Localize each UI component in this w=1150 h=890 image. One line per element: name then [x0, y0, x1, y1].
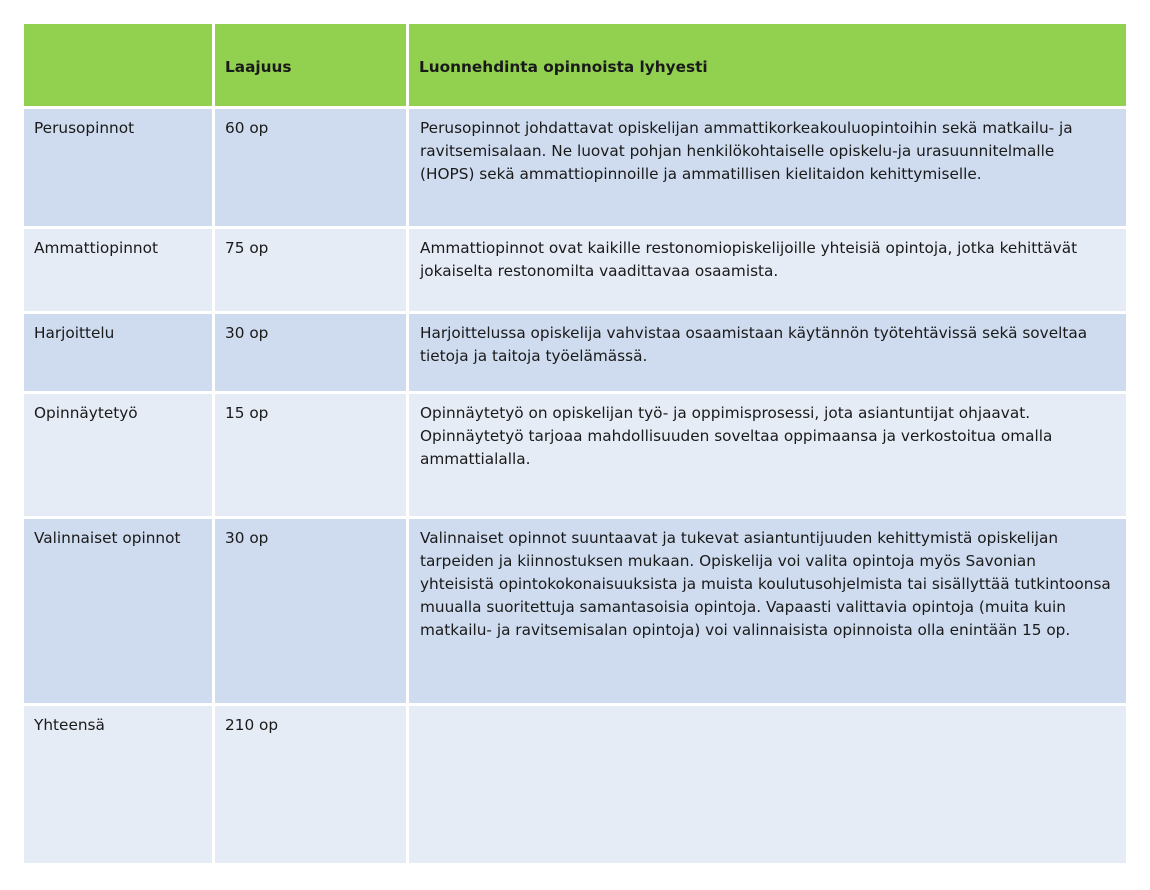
credits-cell: 30 op	[215, 519, 409, 706]
study-name-cell: Valinnaiset opinnot	[24, 519, 215, 706]
credits-cell: 75 op	[215, 229, 409, 314]
study-credits-table	[24, 24, 1126, 866]
study-name-cell: Perusopinnot	[24, 109, 215, 229]
study-name-cell: Harjoittelu	[24, 314, 215, 394]
credits-cell: 15 op	[215, 394, 409, 519]
description-cell: Harjoittelussa opiskelija vahvistaa osaamistaan käytännön työtehtävissä sekä soveltaa tietoja ja taitoja työelämässä.	[409, 314, 1126, 394]
total-description-cell	[409, 706, 1126, 866]
study-name-cell: Opinnäytetyö	[24, 394, 215, 519]
credits-cell: 30 op	[215, 314, 409, 394]
description-cell: Perusopinnot johdattavat opiskelijan ammattikorkeakouluopintoihin sekä matkailu- ja ravitsemisalaan. Ne luovat pohjan henkilökohtaiselle opiskelu-ja urasuunnitelmalle (HOPS) sekä ammattiopinnoille ja ammatillisen kielitaidon kehittymiselle.	[409, 109, 1126, 229]
description-cell: Ammattiopinnot ovat kaikille restonomiopiskelijoille yhteisiä opintoja, jotka kehittävät jokaiselta restonomilta vaadittavaa osaamista.	[409, 229, 1126, 314]
header-cell-credits: Laajuus	[215, 24, 409, 109]
description-cell: Opinnäytetyö on opiskelijan työ- ja oppimisprosessi, jota asiantuntijat ohjaavat. Opinnäytetyö tarjoaa mahdollisuuden soveltaa oppimaansa ja verkostoitua omalla ammattialalla.	[409, 394, 1126, 519]
header-cell-description: Luonnehdinta opinnoista lyhyesti	[409, 24, 1126, 109]
total-label-cell: Yhteensä	[24, 706, 215, 866]
credits-cell: 60 op	[215, 109, 409, 229]
study-name-cell: Ammattiopinnot	[24, 229, 215, 314]
total-credits-cell: 210 op	[215, 706, 409, 866]
header-cell-empty	[24, 24, 215, 109]
description-cell: Valinnaiset opinnot suuntaavat ja tukevat asiantuntijuuden kehittymistä opiskelijan tarpeiden ja kiinnostuksen mukaan. Opiskelija voi valita opintoja myös Savonian yhteisistä opintokokonaisuuksista ja muista koulutusohjelmista tai sisällyttää tutkintoonsa muualla suoritettuja samantasoisia opintoja. Vapaasti valittavia opintoja (muita kuin matkailu- ja ravitsemisalan opintoja) voi valinnaisista opinnoista olla enintään 15 op.	[409, 519, 1126, 706]
